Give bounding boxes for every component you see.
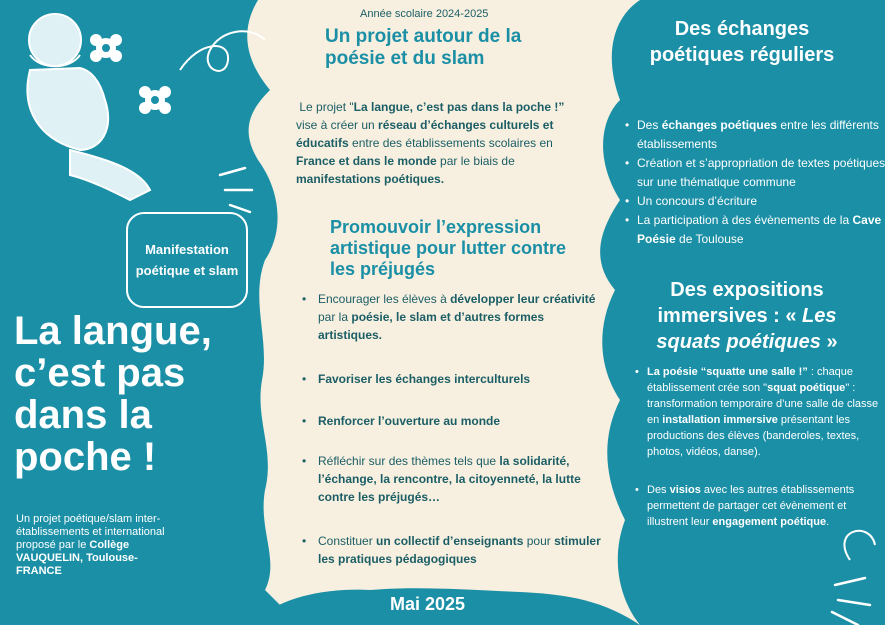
credit-text: Un projet poétique/slam inter-établissements et international proposé par le Collège VAUQUELIN, Toulouse- FRANCE <box>16 513 165 577</box>
list-item: • Constituer un collectif d’enseignants pour stimuler les pratiques pédagogiques <box>318 532 608 568</box>
event-badge: Manifestation poétique et slam <box>126 212 248 308</box>
goals-list <box>300 290 608 568</box>
section-heading-promote: Promouvoir l’expression artistique pour lutter contre les préjugés <box>330 217 567 279</box>
exhibitions-list <box>635 364 885 530</box>
list-item: • Création et s’appropriation de textes poétiques sur une thématique commune <box>637 154 885 192</box>
intro-paragraph: Le projet "La langue, c’est pas dans la poche !” vise à créer un réseau d’échanges culturels et éducatifs entre des établissements scolaires en France et dans le monde par le biais de manifestations poétiques. <box>296 100 565 186</box>
school-year: Année scolaire 2024-2025 <box>360 8 489 20</box>
section-heading-exchanges: Des échanges poétiques réguliers <box>649 18 835 66</box>
section-heading-exhibitions: Des expositions immersives : « Les squats poétiques » <box>656 279 838 353</box>
list-item: • La poésie “squatte une salle !” : chaque établissement crée son "squat poétique" : transformation temporaire d’une salle de classe en installation immersive présentant les productions des élèves (banderoles, textes, photos, vidéos, danse). <box>647 364 885 460</box>
list-item: • Favoriser les échanges interculturels <box>318 370 608 388</box>
list-item: • La participation à des évènements de la Cave Poésie de Toulouse <box>637 211 885 249</box>
main-heading: Un projet autour de la poésie et du slam <box>325 26 522 69</box>
list-item: • Des visios avec les autres établissements permettent de partager cet évènement et illustrent leur engagement poétique. <box>647 482 885 530</box>
list-item: • Des échanges poétiques entre les différents établissements <box>637 116 885 154</box>
list-item: • Renforcer l’ouverture au monde <box>318 412 608 430</box>
list-item: • Un concours d’écriture <box>637 192 885 211</box>
list-item: • Encourager les élèves à développer leur créativité par la poésie, le slam et d’autres formes artistiques. <box>318 290 608 344</box>
date-label: Mai 2025 <box>390 594 466 614</box>
project-title: La langue, c’est pas dans la poche ! <box>14 309 212 479</box>
exchanges-list <box>625 116 885 249</box>
list-item: • Réfléchir sur des thèmes tels que la solidarité, l’échange, la rencontre, la citoyenneté, la lutte contre les préjugés… <box>318 452 608 506</box>
